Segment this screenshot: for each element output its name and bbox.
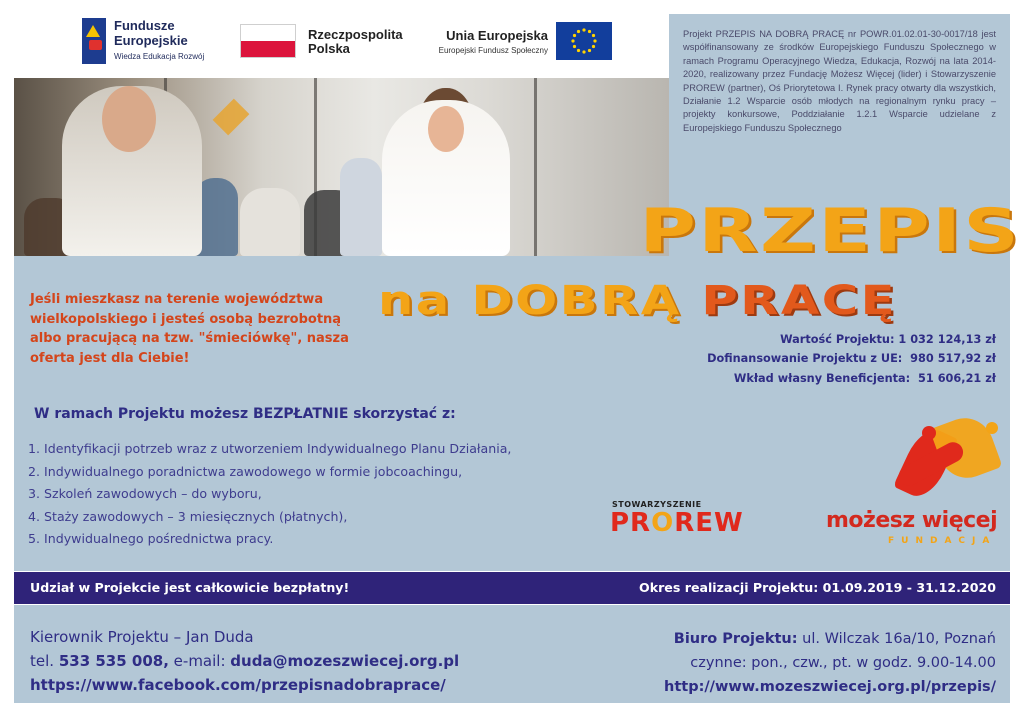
email-link[interactable]: duda@mozeszwiecej.org.pl: [230, 652, 460, 670]
website-link[interactable]: http://www.mozeszwiecej.org.pl/przepis/: [664, 679, 996, 695]
office-address: Biuro Projektu: ul. Wilczak 16a/10, Poznań: [673, 631, 996, 647]
free-participation-text: Udział w Projekcie jest całkowicie bezpłatny!: [30, 580, 350, 595]
offer-item: 4. Staży zawodowych – 3 miesięcznych (płatnych),: [28, 508, 348, 524]
project-info-box: [669, 14, 1010, 181]
eu-funding-value: Dofinansowanie Projektu z UE: 980 517,92 zł: [707, 352, 996, 366]
project-values: [600, 330, 996, 388]
offer-item: 5. Indywidualnego pośrednictwa pracy.: [28, 531, 274, 547]
title-na-dobra-prace: [378, 278, 897, 324]
eu-flag-icon: [556, 22, 612, 60]
project-info-text: Projekt PRZEPIS NA DOBRĄ PRACĘ nr POWR.01.02.01-30-0017/18 jest współfinansowany ze środków Europejskiego Funduszu Społecznego w ramach Programu Operacyjnego Wiedza, Edukacja, Rozwój na lata 2014-2020, realizowany przez Fundację Możesz Więcej (lider) i Stowarzyszenie PROREW (partner), Oś Priorytetowa I. Rynek pracy otwarty dla wszystkich, Działanie 1.2 Wsparcie osób młodych na regionalnym rynku pracy – projekty konkursowe, Poddziałanie 1.2.1 Wsparcie udzielane z Europejskiego Funduszu Społecznego: [683, 29, 996, 133]
ue-subtitle: Europejski Fundusz Społeczny: [438, 46, 548, 55]
ue-title: Unia Europejska: [446, 28, 548, 43]
offer-item: 3. Szkoleń zawodowych – do wyboru,: [28, 486, 262, 502]
rp-line1: Rzeczpospolita: [308, 27, 403, 42]
title-na-dobra: na DOBRĄ: [378, 278, 682, 324]
contact-right: [664, 627, 996, 699]
offer-item: 1. Identyfikacji potrzeb wraz z utworzeniem Indywidualnego Planu Działania,: [28, 441, 512, 456]
eu-stars-icon: [556, 22, 612, 60]
contact-phone-email: tel. 533 535 008, e-mail: duda@mozeszwiecej.org.pl: [30, 652, 460, 670]
info-bar: [14, 572, 1010, 604]
phone-number[interactable]: 533 535 008,: [58, 652, 169, 670]
polish-flag-icon: [240, 24, 296, 58]
contact-panel: [14, 605, 1010, 703]
mozesz-wiecej-logo: [826, 418, 1006, 550]
rzeczpospolita-logo: [240, 16, 410, 66]
office-hours: czynne: pon., czw., pt. w godz. 9.00-14.00: [690, 655, 996, 671]
prorew-wordmark: PROREW: [610, 508, 744, 538]
offer-list: [28, 438, 511, 551]
project-period-text: Okres realizacji Projektu: 01.09.2019 - 31.12.2020: [639, 580, 996, 595]
prorew-label: STOWARZYSZENIE: [612, 500, 702, 509]
mw-sub: FUNDACJA: [888, 536, 997, 546]
facebook-link[interactable]: https://www.facebook.com/przepisnadobraprace/: [30, 676, 446, 694]
title-przepis: PRZEPIS: [639, 196, 1022, 266]
offer-item: 2. Indywidualnego poradnictwa zawodowego w formie jobcoachingu,: [28, 463, 463, 479]
unia-europejska-logo: [428, 16, 628, 66]
project-manager: Kierownik Projektu – Jan Duda: [30, 628, 254, 646]
fe-subtitle: Wiedza Edukacja Rozwój: [114, 52, 205, 61]
title-prace: PRACĘ: [701, 278, 898, 324]
own-contribution-value: Wkład własny Beneficjenta: 51 606,21 zł: [733, 371, 996, 385]
logo-bar: [14, 10, 669, 76]
fe-flag-icon: [82, 18, 106, 64]
project-value: Wartość Projektu: 1 032 124,13 zł: [780, 333, 996, 346]
intro-text: Jeśli mieszkasz na terenie województwa wielkopolskiego i jesteś osobą bezrobotną albo pracującą na tzw. "śmieciówkę", nasza oferta jest dla Ciebie!: [30, 292, 349, 366]
rp-line2: Polska: [308, 41, 350, 56]
fundusze-europejskie-logo: [82, 16, 222, 66]
fe-line1: Fundusze: [114, 18, 175, 33]
rp-title: [308, 28, 403, 56]
contact-left: [30, 625, 459, 697]
offer-heading: W ramach Projektu możesz BEZPŁATNIE skorzystać z:: [34, 406, 456, 422]
prorew-logo: [610, 500, 800, 546]
fe-line2: Europejskie: [114, 33, 188, 48]
mw-name: możesz więcej: [826, 508, 998, 533]
fe-title: [114, 18, 188, 48]
